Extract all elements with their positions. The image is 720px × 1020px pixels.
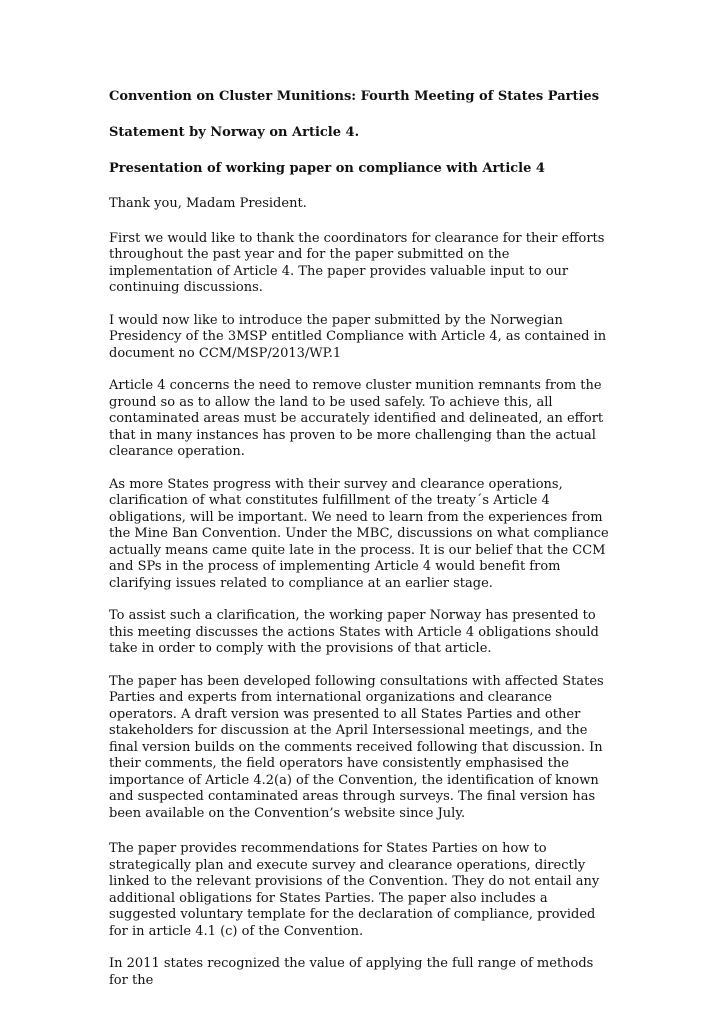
document-title: Convention on Cluster Munitions: Fourth Meeting of States Parties: [109, 89, 600, 104]
paragraph-recommendations: The paper provides recommendations for States Parties on how to strategically plan and execute survey and clearance operations, directly linked to the relevant provisions of the Convention. They do not entail any additional obligations for States Parties. The paper also includes a suggested voluntary template for the declaration of compliance, provided for in article 4.1 (c) of the Convention.: [109, 841, 600, 939]
paragraph-introduction: I would now like to introduce the paper submitted by the Norwegian Presidency of the 3MSP entitled Compliance with Article 4, as contained in document no CCM/MSP/2013/WP.1: [109, 312, 607, 361]
paragraph-article-4: Article 4 concerns the need to remove cluster munition remnants from the ground so as to allow the land to be used safely. To achieve this, all contaminated areas must be accurately identified and delineated, an effort that in many instances has proven to be more challenging than the actual clearance operation.: [109, 378, 604, 459]
paragraph-clarification: As more States progress with their survey and clearance operations, clarification of what constitutes fulfillment of the treaty´s Article 4 obligations, will be important. We need to learn from the experiences from the Mine Ban Convention. Under the MBC, discussions on what compliance actually means came quite late in the process. It is our belief that the CCM and SPs in the process of implementing Article 4 would benefit from clarifying issues related to compliance at an earlier stage.: [109, 476, 609, 591]
statement-heading: Statement by Norway on Article 4.: [109, 125, 360, 140]
paragraph-thanks: First we would like to thank the coordinators for clearance for their efforts throughout the past year and for the paper submitted on the implementation of Article 4. The paper provides valuable input to our continuing discussions.: [109, 230, 605, 295]
paragraph-consultations: The paper has been developed following consultations with affected States Parties and experts from international organizations and clearance operators. A draft version was presented to all States Parties and other stakeholders for discussion at the April Intersessional meetings, and the final version builds on the comments received following that discussion. In their comments, the field operators have consistently emphasised the importance of Article 4.2(a) of the Convention, the identification of known and suspected contaminated areas through surveys. The final version has been available on the Convention’s website since July.: [109, 673, 604, 821]
paragraph-greeting: Thank you, Madam President.: [109, 196, 307, 211]
paragraph-working-paper: To assist such a clarification, the working paper Norway has presented to this meeting discusses the actions States with Article 4 obligations should take in order to comply with the provisions of that article.: [109, 608, 599, 656]
presentation-heading: Presentation of working paper on compliance with Article 4: [109, 161, 545, 176]
document-page: [109, 88, 613, 1005]
paragraph-2011: In 2011 states recognized the value of applying the full range of methods for the: [109, 956, 594, 988]
